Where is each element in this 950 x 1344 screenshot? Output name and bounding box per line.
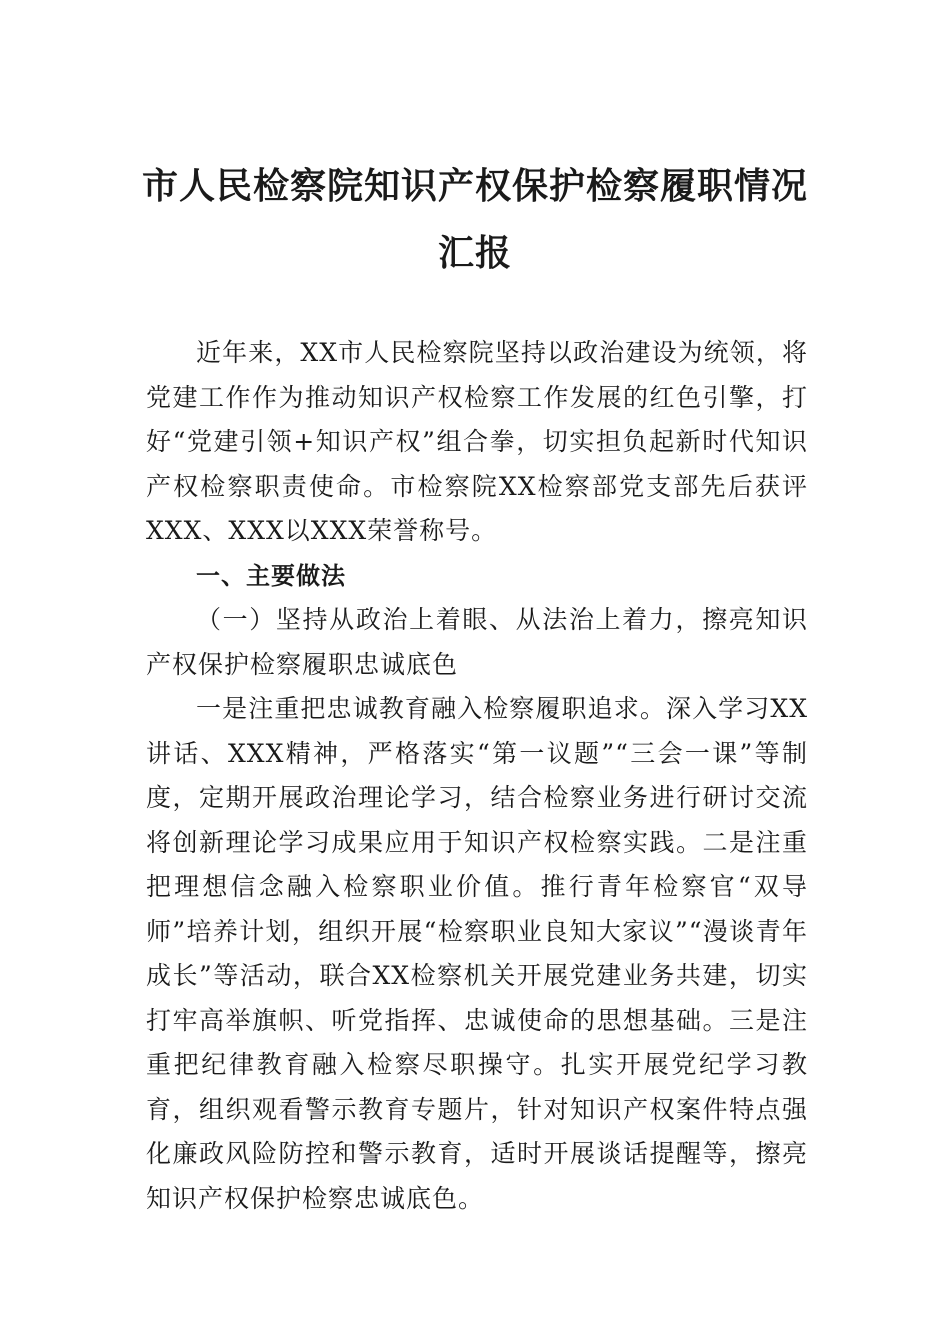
section-heading: 一、主要做法 — [196, 561, 346, 590]
document-title-line-2: 汇报 — [437, 232, 512, 274]
document-title-line-1: 市人民检察院知识产权保护检察履职情况 — [141, 165, 808, 207]
document-body — [146, 331, 808, 1221]
subsection-body-paragraph: 一是注重把忠诚教育融入检察履职追求。深入学习XX讲话、XXX精神，严格落实“第一议题”“三会一课”等制度，定期开展政治理论学习，结合检察业务进行研讨交流将创新理论学习成果应用于知识产权检察实践。二是注重把理想信念融入检察职业价值。推行青年检察官“双导师”培养计划，组织开展“检察职业良知大家议”“漫谈青年成长”等活动，联合XX检察机关开展党建业务共建，切实打牢高举旗帜、听党指挥、忠诚使命的思想基础。三是注重把纪律教育融入检察尽职操守。扎实开展党纪学习教育，组织观看警示教育专题片，针对知识产权案件特点强化廉政风险防控和警示教育，适时开展谈话提醒等，擦亮知识产权保护检察忠诚底色。 — [146, 694, 808, 1213]
subsection-heading: （一）坚持从政治上着眼、从法治上着力，擦亮知识产权保护检察履职忠诚底色 — [146, 605, 808, 679]
intro-paragraph: 近年来，XX市人民检察院坚持以政治建设为统领，将党建工作作为推动知识产权检察工作发展的红色引擎，打好“党建引领+知识产权”组合拳，切实担负起新时代知识产权检察职责使命。市检察院XX检察部党支部先后获评XXX、XXX以XXX荣誉称号。 — [146, 338, 808, 545]
